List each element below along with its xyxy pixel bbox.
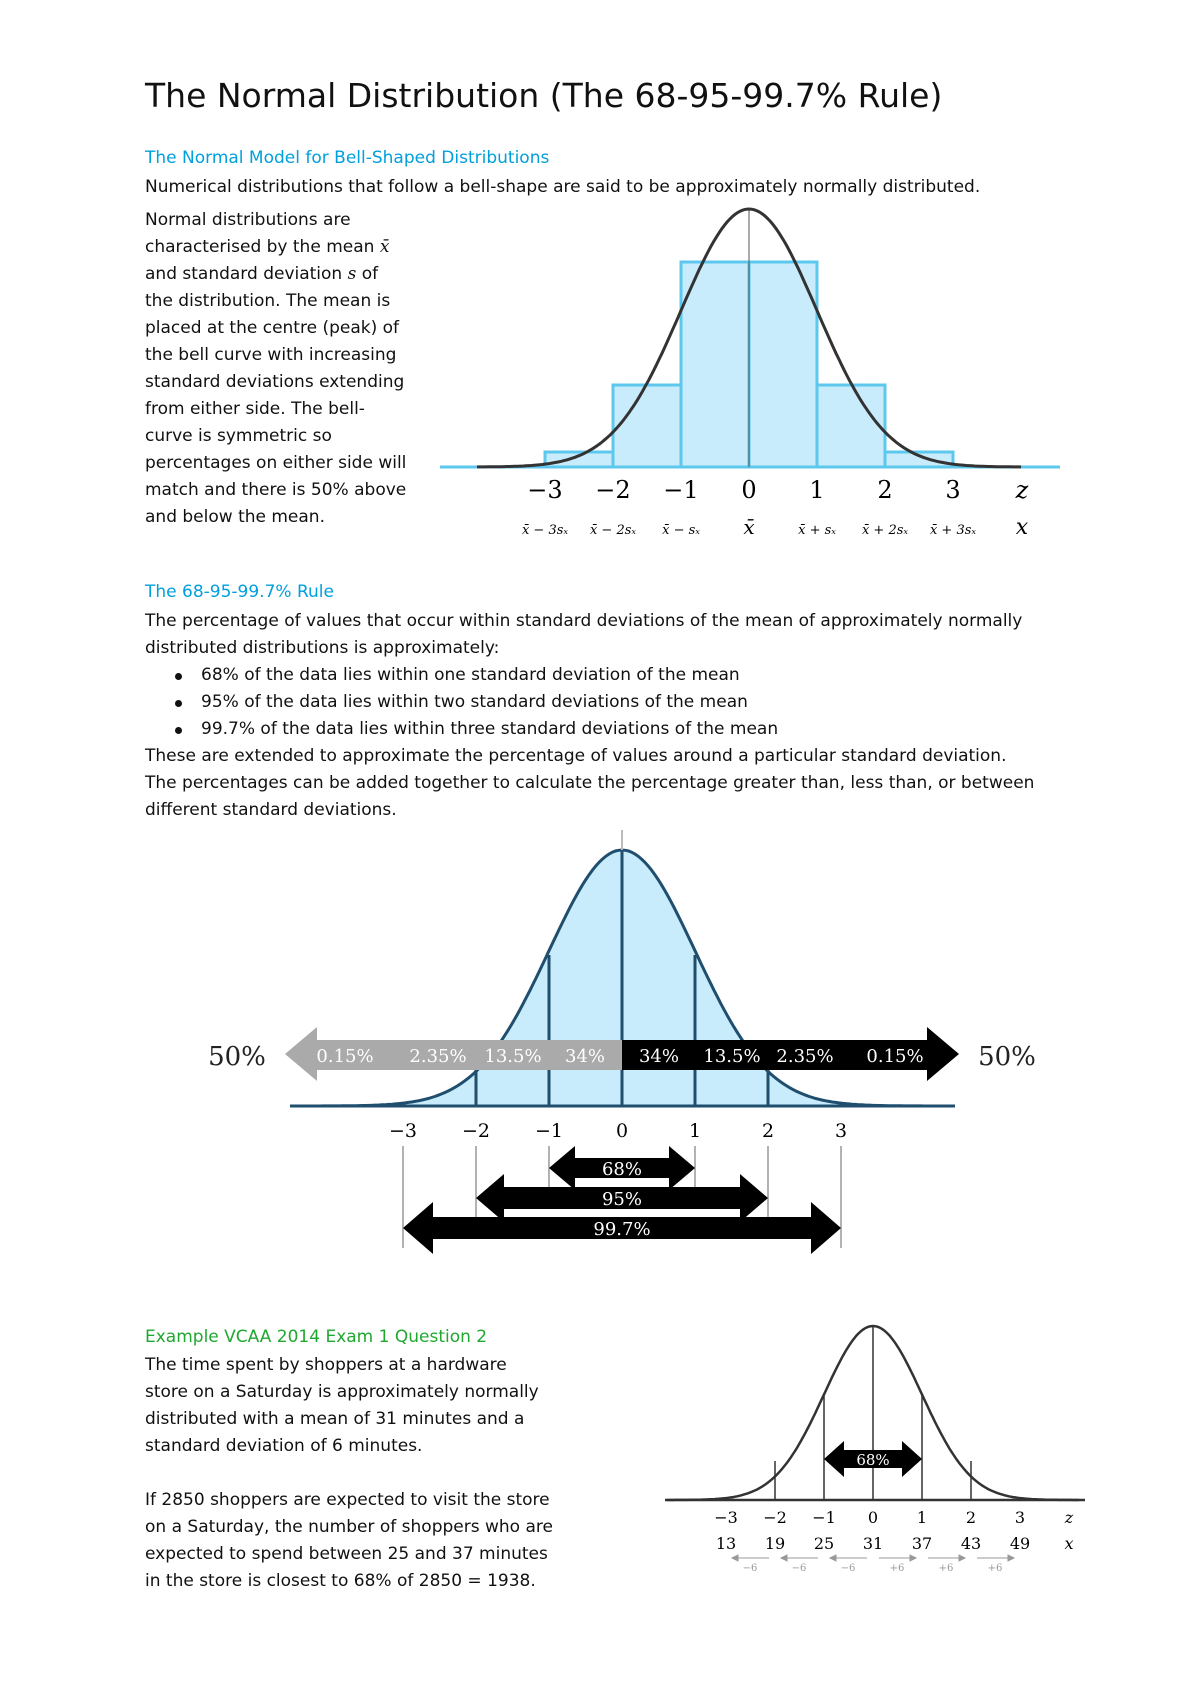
desc-line: placed at the centre (peak) of: [145, 318, 400, 338]
x-tick: x̄ + 3sₓ: [929, 523, 977, 538]
mean-symbol: x̄: [379, 237, 390, 257]
range-68-label: 68%: [856, 1451, 890, 1469]
example-line: store on a Saturday is approximately normally: [145, 1382, 539, 1402]
desc-line: standard deviations extending: [145, 372, 405, 392]
intro-text: Numerical distributions that follow a bell-shape are said to be approximately normally distributed.: [145, 177, 981, 197]
x-axis-label: x: [1015, 515, 1029, 540]
step-label: −6: [840, 1563, 856, 1574]
z-tick: −1: [812, 1508, 836, 1527]
x-tick: x̄ − 3sₓ: [521, 523, 569, 538]
x-axis-label: x: [1064, 1534, 1074, 1553]
x-tick: x̄ − 2sₓ: [589, 523, 637, 538]
x-tick: x̄ + 2sₓ: [861, 523, 909, 538]
z-tick: 2: [761, 1120, 775, 1142]
z-tick-labels: [389, 1120, 847, 1142]
z-tick: 0: [615, 1120, 629, 1142]
rule-text: [145, 608, 1034, 824]
example-text: [145, 1352, 615, 1595]
z-tick: −3: [714, 1508, 738, 1527]
x-tick-labels: [716, 1534, 1074, 1553]
desc-line: percentages on either side will: [145, 453, 407, 473]
range-arrows: [403, 1146, 841, 1254]
z-tick: −3: [388, 1120, 418, 1142]
desc-line: the distribution. The mean is: [145, 291, 391, 311]
z-tick: 3: [1014, 1508, 1026, 1527]
section-heading-normal-model: The Normal Model for Bell-Shaped Distributions: [145, 148, 550, 168]
rule-line: distributed distributions is approximately:: [145, 638, 500, 658]
step-label: −6: [791, 1563, 807, 1574]
example-heading: Example VCAA 2014 Exam 1 Question 2: [145, 1327, 488, 1347]
step-label: +6: [987, 1563, 1003, 1574]
bullet-pct: 68%: [201, 665, 239, 685]
z-tick: 1: [688, 1120, 702, 1142]
figure-example-curve: [660, 1318, 1090, 1578]
example-line: on a Saturday, the number of shoppers who are: [145, 1517, 553, 1537]
z-tick: −2: [763, 1508, 787, 1527]
answer-math: 68% of 2850 = 1938.: [353, 1571, 536, 1591]
step-label: +6: [889, 1563, 905, 1574]
x-tick: 37: [911, 1534, 933, 1553]
bar-z-1: [817, 385, 885, 467]
sd-symbol: s: [347, 264, 357, 284]
z-tick: 2: [965, 1508, 977, 1527]
z-tick: 3: [834, 1120, 848, 1142]
pct-label: 34%: [638, 1046, 680, 1067]
bullet-pct: 99.7%: [201, 719, 256, 739]
x-tick: x̄: [743, 515, 755, 539]
desc-line: match and there is 50% above: [145, 480, 407, 500]
x-tick: 49: [1009, 1534, 1031, 1553]
rule-line: different standard deviations.: [145, 800, 397, 820]
figure-histogram-bell: [440, 200, 1070, 545]
z-tick: −3: [527, 476, 563, 504]
bullet-item: 95% of the data lies within two standard deviations of the mean: [145, 689, 1034, 716]
z-tick: −1: [534, 1120, 564, 1142]
step-labels: [743, 1563, 1003, 1574]
desc-line: and below the mean.: [145, 507, 325, 527]
pct-label: 34%: [564, 1046, 606, 1067]
step-label: +6: [938, 1563, 954, 1574]
x-tick: x̄ − sₓ: [662, 523, 700, 538]
x-tick: 19: [764, 1534, 786, 1553]
z-axis-label: z: [1015, 476, 1029, 504]
z-tick: −2: [461, 1120, 491, 1142]
range-997-label: 99.7%: [593, 1219, 651, 1240]
desc-line: curve is symmetric so: [145, 426, 332, 446]
z-tick: 0: [741, 476, 757, 504]
z-tick-labels: [527, 476, 1028, 504]
z-tick: 2: [877, 476, 893, 504]
range-68-label: 68%: [601, 1159, 643, 1180]
z-tick: 1: [916, 1508, 928, 1527]
z-tick: 1: [809, 476, 825, 504]
bullet-item: 68% of the data lies within one standard deviation of the mean: [145, 662, 1034, 689]
pct-label: 2.35%: [776, 1046, 834, 1067]
example-line: distributed with a mean of 31 minutes and a: [145, 1409, 525, 1429]
desc-line: from either side. The bell-: [145, 399, 365, 419]
bar-z-minus2: [613, 385, 681, 467]
x-tick: 13: [715, 1534, 737, 1553]
sd-lines: [775, 1326, 971, 1500]
example-line: The time spent by shoppers at a hardware: [145, 1355, 507, 1375]
bar-z-minus1: [681, 262, 749, 467]
z-tick: −1: [663, 476, 699, 504]
bar-z-0: [749, 262, 817, 467]
pct-label: 2.35%: [409, 1046, 467, 1067]
rule-bullets: [145, 662, 1034, 743]
section-heading-rule: The 68-95-99.7% Rule: [145, 582, 334, 602]
rule-line: The percentage of values that occur within standard deviations of the mean of approximately normally: [145, 611, 1023, 631]
example-line: standard deviation of 6 minutes.: [145, 1436, 423, 1456]
x-tick: 43: [960, 1534, 982, 1553]
pct-label: 0.15%: [316, 1046, 374, 1067]
example-line: in the store is closest to 68% of 2850 = 1938.: [145, 1571, 536, 1591]
range-95-label: 95%: [601, 1189, 643, 1210]
desc-line: characterised by the mean x̄: [145, 237, 390, 257]
x-tick: 25: [813, 1534, 835, 1553]
left-total: 50%: [208, 1042, 266, 1072]
step-arrows: [732, 1555, 1014, 1561]
right-total: 50%: [978, 1042, 1036, 1072]
z-tick: 3: [945, 476, 961, 504]
bullet-item: 99.7% of the data lies within three standard deviations of the mean: [145, 716, 1034, 743]
x-tick: x̄ + sₓ: [798, 523, 836, 538]
example-line: expected to spend between 25 and 37 minutes: [145, 1544, 548, 1564]
desc-line: the bell curve with increasing: [145, 345, 397, 365]
desc-line: Normal distributions are: [145, 210, 351, 230]
pct-label: 0.15%: [866, 1046, 924, 1067]
pct-label: 13.5%: [484, 1046, 542, 1067]
rule-line: The percentages can be added together to calculate the percentage greater than, less than, or between: [145, 773, 1035, 793]
pct-label: 13.5%: [703, 1046, 761, 1067]
z-axis-label: z: [1064, 1508, 1074, 1527]
page-title: The Normal Distribution (The 68-95-99.7% Rule): [145, 76, 943, 115]
normal-description: [145, 207, 435, 531]
example-line: If 2850 shoppers are expected to visit the store: [145, 1490, 550, 1510]
z-tick: 0: [867, 1508, 879, 1527]
z-tick: −2: [595, 476, 631, 504]
figure-68-95-997: [195, 830, 1055, 1280]
z-tick-labels: [714, 1508, 1074, 1527]
rule-line: These are extended to approximate the percentage of values around a particular standard deviation.: [145, 746, 1007, 766]
desc-line: and standard deviation s of: [145, 264, 379, 284]
x-tick: 31: [862, 1534, 884, 1553]
step-label: −6: [742, 1563, 758, 1574]
bullet-pct: 95%: [201, 692, 239, 712]
x-tick-labels: [522, 515, 1029, 540]
